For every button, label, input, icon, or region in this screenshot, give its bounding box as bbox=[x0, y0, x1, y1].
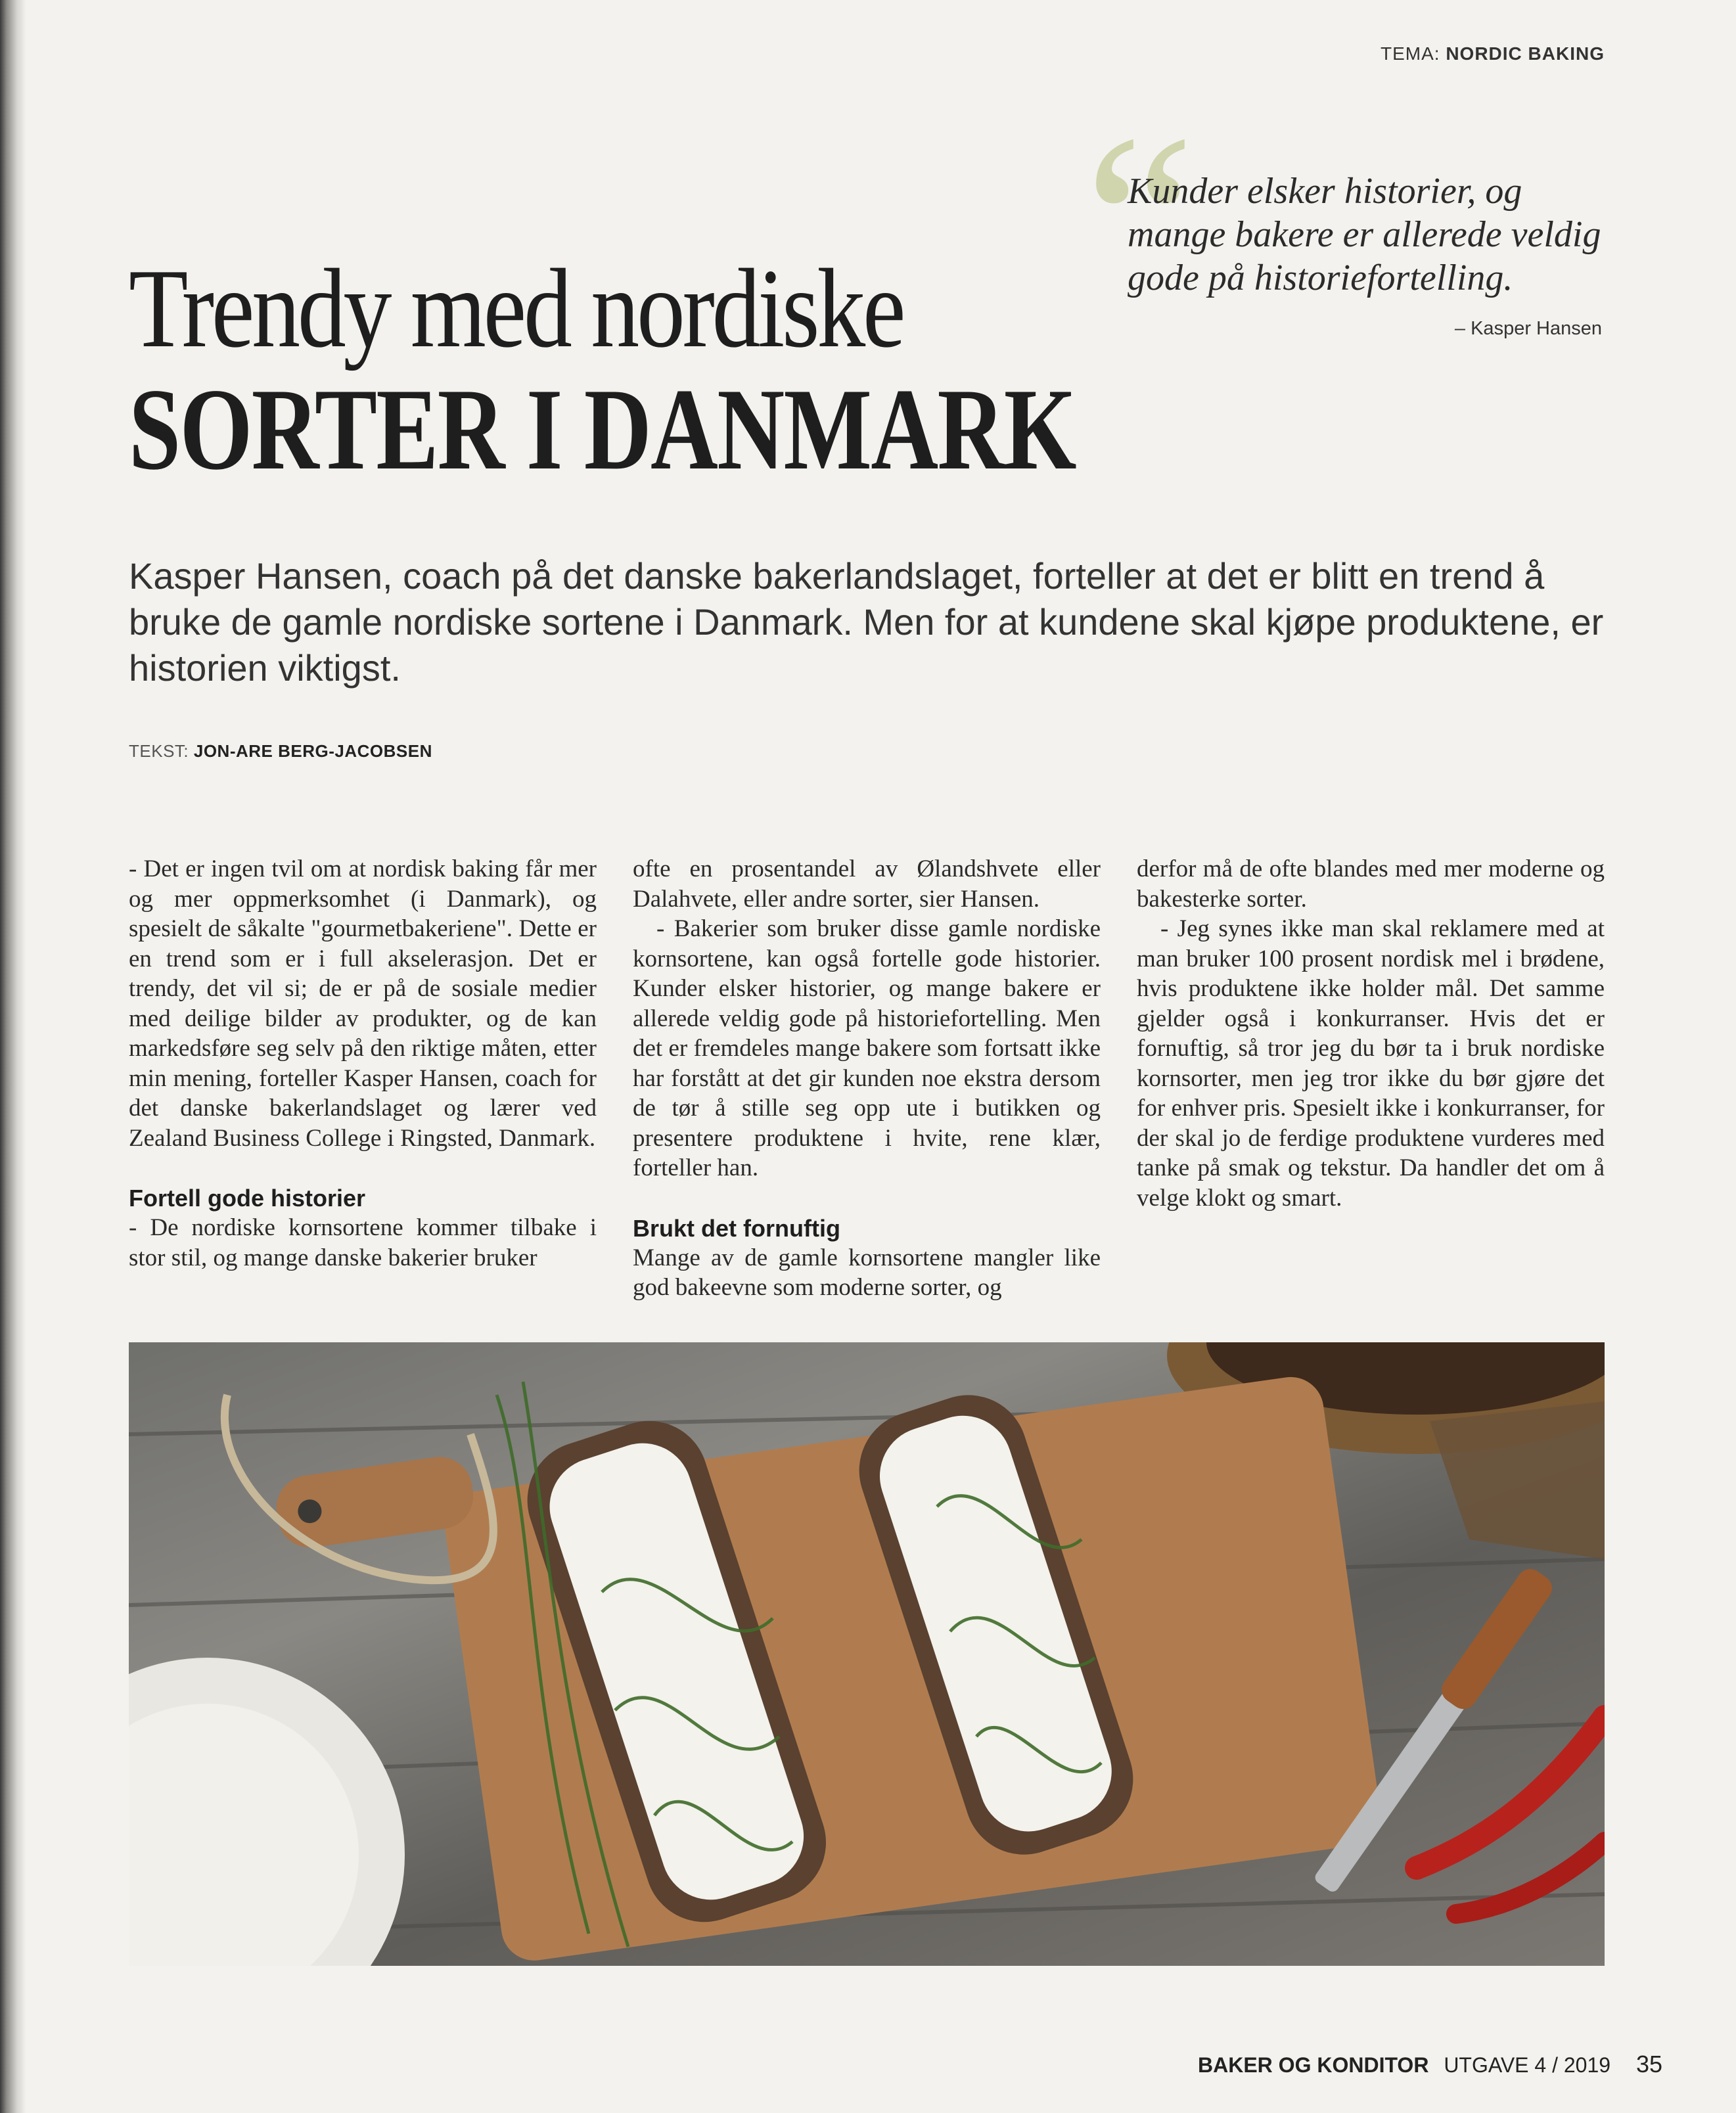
page-number: 35 bbox=[1635, 2051, 1662, 2078]
title-line-2: SORTER I DANMARK bbox=[129, 364, 1076, 494]
body-paragraph: Mange av de gamle kornsortene mangler like god bakeevne som moderne sorter, og bbox=[633, 1244, 1101, 1301]
body-paragraph: - Jeg synes ikke man skal reklamere med at man bruker 100 prosent nordisk mel i brødene, hvis produktene ikke holder mål. Det samme gjelder også i konkurranser. Hvis det er fornuftig, så tror jeg du bør ta i bruk nordiske kornsorter, men jeg tror ikke du bør gjøre det for enhver pris. Spesielt ikke i konkurranser, for der skal jo de ferdige produktene vurderes med tanke på smak og tekstur. Da handler det om å velge klokt og smart. bbox=[1137, 915, 1605, 1212]
byline-label: TEKST: bbox=[129, 741, 189, 761]
subheading-brukt: Brukt det fornuftig bbox=[633, 1214, 840, 1242]
body-column-3 bbox=[1137, 854, 1605, 1303]
article-photo bbox=[129, 1342, 1605, 1966]
section-label bbox=[1381, 43, 1605, 64]
page-spine-shadow bbox=[0, 0, 26, 2113]
body-column-1 bbox=[129, 854, 597, 1303]
byline bbox=[129, 741, 432, 761]
issue-number: UTGAVE 4 / 2019 bbox=[1444, 2053, 1611, 2077]
byline-author: JON-ARE BERG-JACOBSEN bbox=[193, 741, 432, 761]
quote-mark-icon: “ bbox=[1084, 83, 1195, 360]
section-label-prefix: TEMA: bbox=[1380, 43, 1440, 64]
pull-quote-author: – Kasper Hansen bbox=[1454, 318, 1602, 339]
title-line-1: Trendy med nordiske bbox=[129, 246, 903, 371]
body-paragraph: - Det er ingen tvil om at nordisk baking får mer og mer oppmerksomhet (i Danmark), og spesielt de såkalte "gourmetbakeriene". Dette er en trend som er i full akselerasjon. Det er trendy, det vil si; de er på de sosiale medier med deilige bilder av produkter, og de kan markedsføre seg selv på den riktige måten, etter min mening, forteller Kasper Hansen, coach for det danske bakerlandslaget og lærer ved Zealand Business College i Ringsted, Danmark. bbox=[129, 855, 597, 1152]
body-columns bbox=[129, 854, 1605, 1303]
body-paragraph: derfor må de ofte blandes med mer moderne og bakesterke sorter. bbox=[1137, 855, 1605, 913]
lead-paragraph: Kasper Hansen, coach på det danske bakerlandslaget, forteller at det er blitt en trend å bruke de gamle nordiske sortene i Danmark. Men for at kundene skal kjøpe produktene, er historien viktigst. bbox=[129, 555, 1604, 689]
subheading-fortell: Fortell gode historier bbox=[129, 1185, 366, 1212]
photo-illustration bbox=[129, 1342, 1605, 1966]
pull-quote: Kunder elsker historier, og mange bakere er allerede veldig gode på historiefortelling. bbox=[1128, 171, 1601, 298]
page-footer bbox=[1198, 2051, 1662, 2078]
body-paragraph: - De nordiske kornsortene kommer tilbake i stor stil, og mange danske bakerier bruker bbox=[129, 1214, 597, 1271]
section-label-value: NORDIC BAKING bbox=[1446, 43, 1605, 64]
article-title bbox=[129, 246, 1114, 494]
magazine-name: BAKER OG KONDITOR bbox=[1198, 2053, 1429, 2077]
body-paragraph: ofte en prosentandel av Ølandshvete eller Dalahvete, eller andre sorter, sier Hansen. bbox=[633, 855, 1101, 913]
body-column-2 bbox=[633, 854, 1101, 1303]
body-paragraph: - Bakerier som bruker disse gamle nordiske kornsortene, kan også fortelle gode historier. Kunder elsker historier, og mange bakere er allerede veldig gode på historiefortelling. Men det er fremdeles mange bakere som fortsatt ikke har forstått at det gir kunden noe ekstra dersom de tør å stille seg opp ute i butikken og presentere produktene i hvite, rene klær, forteller han. bbox=[633, 915, 1101, 1181]
